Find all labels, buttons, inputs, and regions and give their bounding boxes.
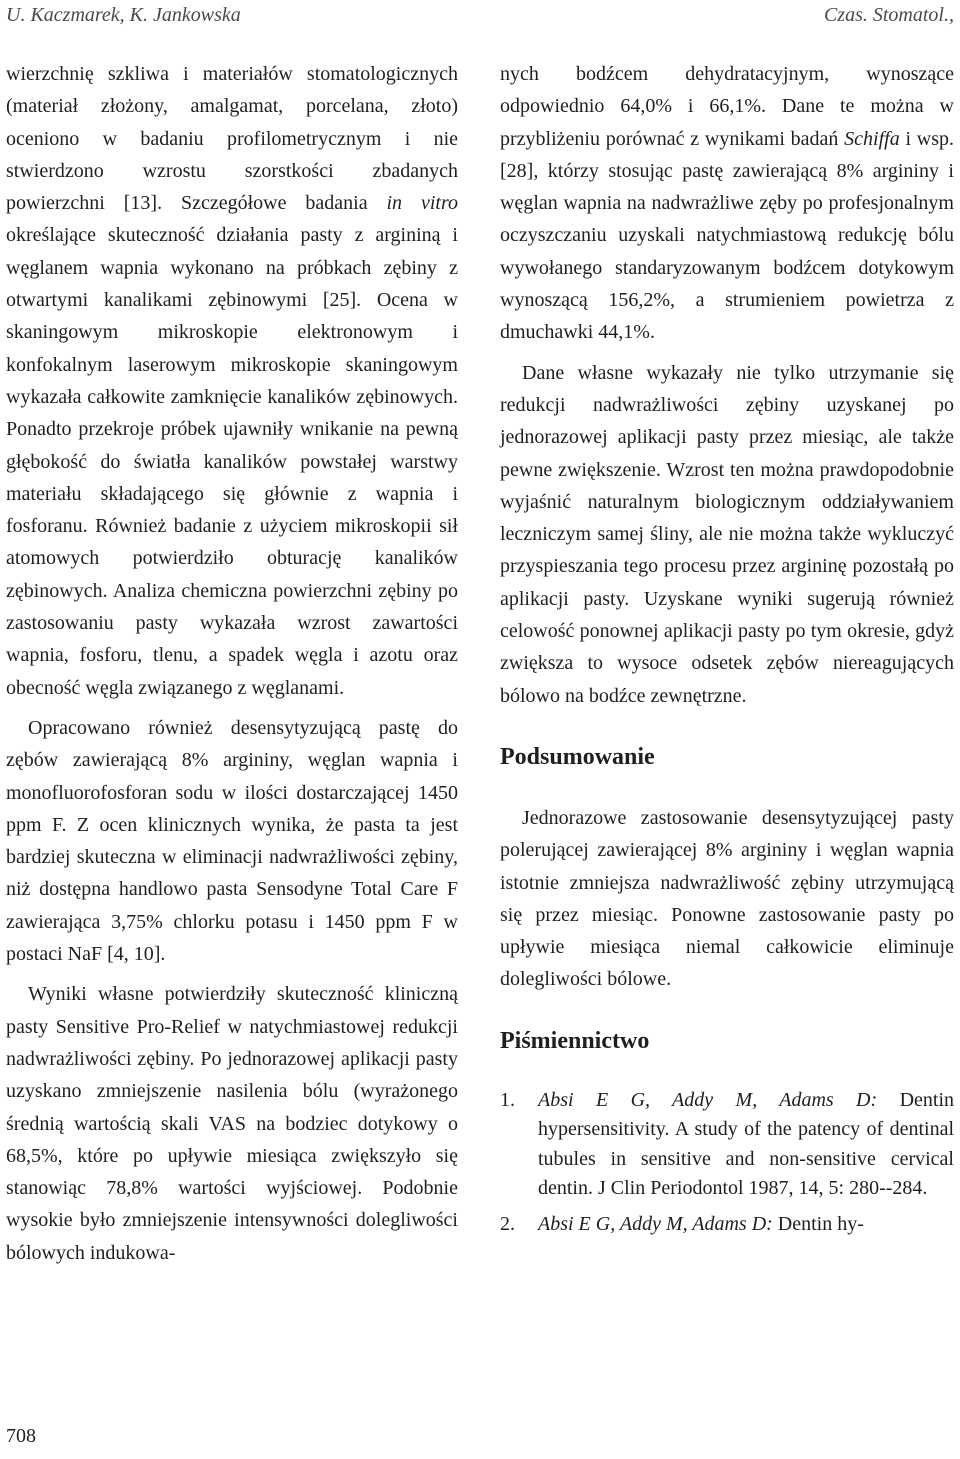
body-paragraph: Opracowano również desensytyzującą pastę do zębów zawierającą 8% argininy, węglan wapnia i monofluorofosforan sodu w ilości dostarczającej 1450 ppm F. Z ocen klinicznych wynika, że pasta ta jest bardziej skuteczna w eliminacji nadwrażliwości zębiny, niż dostępna handlowo pasta Sensodyne Total Care F zawierająca 3,75% chlorku potasu i 1450 ppm F w postaci NaF [4, 10]. (6, 716, 458, 966)
reference-text: Dentin hy- (772, 1212, 864, 1235)
right-column (500, 58, 954, 1239)
reference-list (500, 1086, 954, 1240)
body-paragraph (500, 58, 954, 349)
reference-item (500, 1210, 954, 1240)
reference-number: 1. (500, 1088, 515, 1111)
summary-paragraph: Jednorazowe zastosowanie desensytyzującej pasty polerującej zawierającej 8% argininy i węglan wapnia istotnie zmniejsza nadwrażliwość zębiny utrzymującą się przez miesiąc. Ponowne zastosowanie pasty po upływie miesiąca niemal całkowicie eliminuje dolegliwości bólowe. (500, 806, 954, 991)
body-paragraph (6, 58, 458, 704)
paragraph-text: nych bodźcem dehydratacyjnym, wynoszące odpowiednio 64,0% i 66,1%. Dane te można w przybliżeniu porównać z wynikami badań (500, 63, 954, 150)
section-heading-references: Piśmiennictwo (500, 1027, 650, 1054)
paragraph-italic: Schiffa (844, 127, 900, 150)
paragraph-text: określające skuteczność działania pasty z argininą i węglanem wapnia wykonano na próbkach zębiny z otwartymi kanalikami zębinowymi [25]. Ocena w skaningowym mikroskopie elektronowym i konfokalnym laserowym mikroskopie skaningowym wykazała całkowite zamknięcie kanalików zębinowych. Ponadto przekroje próbek ujawniły wnikanie na pewną głębokość do światła kanalików powstałej warstwy materiału składającego się głównie z wapnia i fosforanu. Również badanie z użyciem mikroskopii sił atomowych potwierdziło obturację kanalików zębinowych. Analiza chemiczna powierzchni zębiny po zastosowaniu pasty wykazała wzrost zawartości wapnia, fosforu, tlenu, a spadek węgla i azotu oraz obecność węgla związanego z węglanami. (6, 224, 458, 699)
body-paragraph: Dane własne wykazały nie tylko utrzymanie się redukcji nadwrażliwości zębiny uzyskanej po jednorazowej aplikacji pasty przez miesiąc, ale także pewne zwiększenie. Wzrost ten można prawdopodobnie wyjaśnić naturalnym biologicznym oddziaływaniem leczniczym samej śliny, ale nie można także wykluczyć przyspieszania tego procesu przez argininę pozostałą po aplikacji pasty. Uzyskane wyniki sugerują również celowość ponownej aplikacji pasty po tym okresie, gdyż zwiększa to wysoce odsetek zębów niereagujących bólowo na bodźce zewnętrzne. (500, 361, 954, 707)
left-column (6, 58, 458, 1269)
reference-authors: Absi E G, Addy M, Adams D: (538, 1212, 773, 1235)
reference-authors: Absi E G, Addy M, Adams D: (538, 1088, 878, 1111)
body-paragraph: Wyniki własne potwierdziły skuteczność kliniczną pasty Sensitive Pro-Relief w natychmiastowej redukcji nadwrażliwości zębiny. Po jednorazowej aplikacji pasty uzyskano zmniejszenie nasilenia bólu (wyrażonego średnią wartością skali VAS na bodziec dotykowy o 68,5%, które po upływie miesiąca zwiększyło się stanowiąc 78,8% wartości wyjściowej. Podobnie wysokie było zmniejszenie intensywności dolegliwości bólowych indukowa- (6, 983, 458, 1264)
running-header-authors: U. Kaczmarek, K. Jankowska (6, 4, 241, 26)
reference-text: Dentin hypersensitivity. A study of the patency of dentinal tubules in sensitive and non-sensitive cervical dentin. J Clin Periodontol 1987, 14, 5: 280--284. (538, 1088, 955, 1200)
running-header-journal: Czas. Stomatol., (823, 4, 954, 26)
reference-item (500, 1086, 954, 1204)
paragraph-text: wierzchnię szkliwa i materiałów stomatologicznych (materiał złożony, amalgamat, porcelana, złoto) oceniono w badaniu profilometrycznym i nie stwierdzono wzrostu szorstkości zbadanych powierzchni [13]. Szczegółowe badania (6, 63, 458, 215)
paragraph-italic: in vitro (386, 192, 458, 215)
page-number: 708 (6, 1425, 36, 1447)
paragraph-text: i wsp. [28], którzy stosując pastę zawierającą 8% argininy i węglan wapnia na nadwrażliwe zęby po profesjonalnym oczyszczaniu uzyskali natychmiastową redukcję bólu wywołanego standaryzowanym bodźcem dotykowym wynoszącą 156,2%, a strumieniem powietrza z dmuchawki 44,1%. (500, 127, 954, 344)
section-heading-summary: Podsumowanie (500, 743, 655, 770)
reference-number: 2. (500, 1212, 515, 1235)
